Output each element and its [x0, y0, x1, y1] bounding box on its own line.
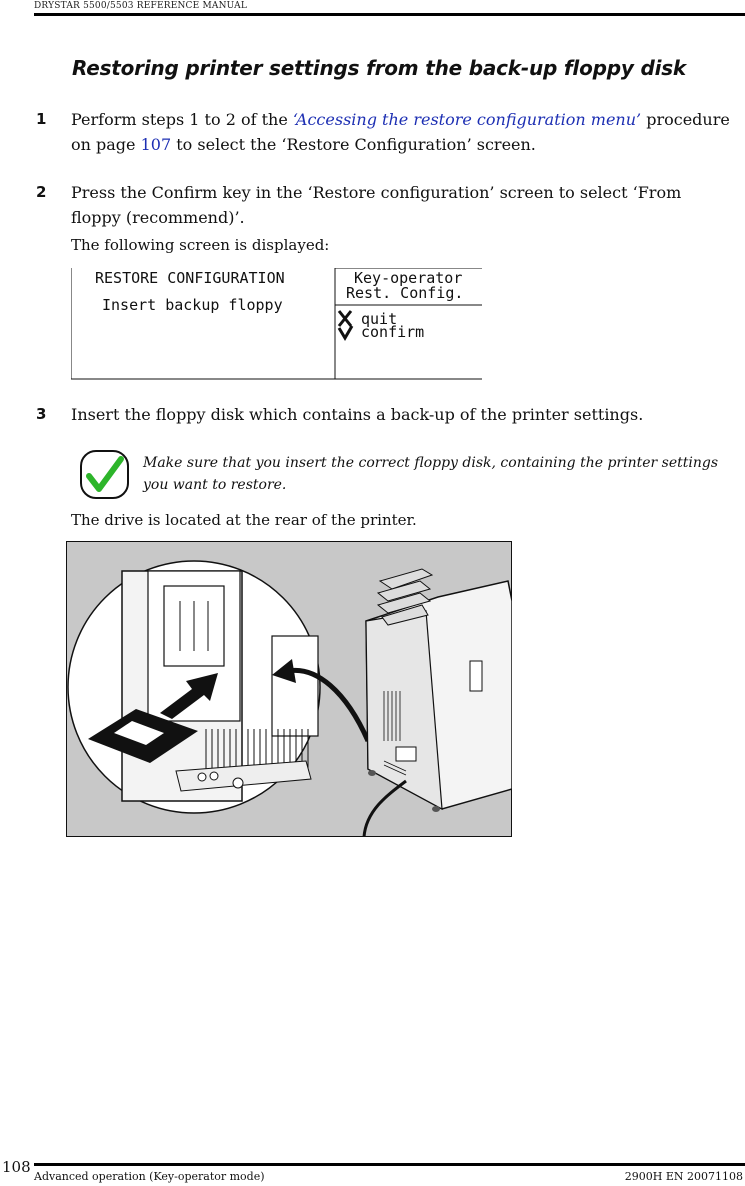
lcd-quit-icon: [339, 311, 351, 326]
lcd-mode-line-1: Key-operator: [354, 269, 463, 287]
step-3-followup: The drive is located at the rear of the printer.: [71, 511, 417, 529]
magnified-drive-view: [68, 561, 320, 813]
step-1-text: Perform steps 1 to 2 of the: [71, 110, 293, 129]
section-heading: Restoring printer settings from the back-up floppy disk: [72, 56, 687, 80]
step-3-number: 3: [36, 405, 47, 423]
footer-section: Advanced operation (Key-operator mode): [34, 1170, 265, 1183]
step-2-number: 2: [36, 183, 47, 201]
page-107-link[interactable]: 107: [140, 135, 172, 154]
lcd-mode-line-2: Rest. Config.: [346, 284, 464, 302]
step-3-line-1: Insert the floppy disk which contains a back-up of the printer settings.: [71, 405, 644, 424]
lcd-confirm-icon: [339, 326, 352, 338]
running-header: DRYSTAR 5500/5503 REFERENCE MANUAL: [34, 1, 248, 11]
step-2-line-1: Press the Confirm key in the ‘Restore configuration’ screen to select ‘From: [71, 183, 682, 202]
lcd-screen-graphic: [71, 268, 482, 380]
lcd-title: RESTORE CONFIGURATION: [95, 269, 285, 287]
note-line-2: you want to restore.: [143, 477, 287, 493]
restore-menu-link[interactable]: ‘Accessing the restore configuration menu’: [292, 110, 642, 129]
step-1-text-2: on page: [71, 135, 141, 154]
step-2-line-2: floppy (recommend)’.: [71, 208, 245, 227]
page-number: 108: [2, 1158, 31, 1176]
footer-doc-id: 2900H EN 20071108: [624, 1170, 743, 1183]
step-1-line-1: [71, 107, 730, 132]
header-rule: [34, 13, 745, 16]
check-icon: [80, 450, 130, 500]
step-1-line-2: [71, 132, 536, 157]
lcd-message: Insert backup floppy: [102, 296, 283, 314]
lcd-quit-label: quit: [361, 310, 398, 328]
step-1-number: 1: [36, 110, 47, 128]
note-line-1: Make sure that you insert the correct floppy disk, containing the printer settings: [143, 455, 719, 471]
lcd-screen: [71, 268, 482, 380]
footer-rule: [34, 1163, 745, 1166]
step-1-text-cont: procedure: [641, 110, 730, 129]
step-2-followup: The following screen is displayed:: [71, 236, 330, 254]
step-1-text-2-cont: to select the ‘Restore Configuration’ screen.: [171, 135, 536, 154]
lcd-confirm-label: confirm: [361, 323, 425, 341]
printer-rear-illustration: [66, 541, 512, 837]
